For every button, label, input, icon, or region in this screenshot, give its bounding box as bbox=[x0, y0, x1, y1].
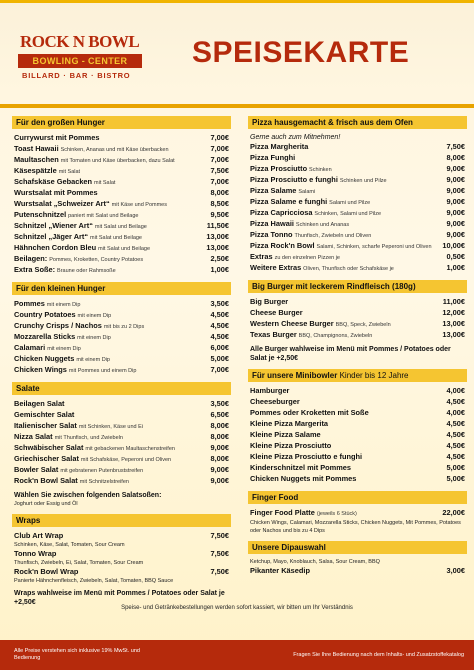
item-price: 6,50€ bbox=[210, 410, 229, 419]
section-title bbox=[248, 491, 467, 504]
section-title-text: Für den kleinen Hunger bbox=[16, 284, 106, 293]
section-title-text: Salate bbox=[16, 384, 40, 393]
item-name: Pizza Prosciutto e funghi bbox=[250, 175, 338, 184]
item-price: 3,50€ bbox=[210, 299, 229, 308]
menu-item bbox=[12, 321, 231, 332]
item-name: Texas Burger bbox=[250, 330, 297, 339]
extra-label: Extra Soße: bbox=[14, 265, 56, 274]
menu-item bbox=[12, 332, 231, 343]
item-price: 8,00€ bbox=[210, 421, 229, 430]
item-name: Mozzarella Sticks bbox=[14, 332, 76, 341]
item-name: Hähnchen Cordon Bleu bbox=[14, 243, 97, 252]
item-name: Calamari bbox=[14, 343, 46, 352]
item-desc: Salami, Schinken, scharfe Peperoni und Oliven bbox=[316, 244, 432, 250]
item-price: 9,00€ bbox=[446, 197, 465, 206]
vat-notice: Alle Preise verstehen sich inklusive 19% MwSt. und Bedienung bbox=[14, 648, 140, 661]
item-desc: Schinken bbox=[309, 167, 332, 173]
item-desc: Oliven, Thunfisch oder Schafskäse je bbox=[303, 266, 394, 272]
item-desc: mit einem Dip bbox=[76, 357, 110, 363]
menu-item bbox=[248, 263, 467, 274]
item-price: 4,50€ bbox=[446, 397, 465, 406]
item-desc: (jeweils 6 Stück) bbox=[316, 511, 357, 517]
left-column bbox=[12, 116, 231, 613]
menu-item bbox=[12, 310, 231, 321]
item-desc: Salami und Pilze bbox=[329, 200, 371, 206]
item-name: Pizza Funghi bbox=[250, 153, 296, 162]
menu-item bbox=[248, 175, 467, 186]
section-title-text: Wraps bbox=[16, 516, 41, 525]
menu-item bbox=[248, 197, 467, 208]
item-price: 8,00€ bbox=[210, 188, 229, 197]
item-name: Country Potatoes bbox=[14, 310, 76, 319]
menu-item bbox=[12, 476, 231, 487]
item-name: Schafskäse Gebacken bbox=[14, 177, 93, 186]
menu-item bbox=[12, 243, 231, 254]
item-name: Cheeseburger bbox=[250, 397, 300, 406]
item-price: 8,00€ bbox=[210, 454, 229, 463]
item-price: 7,00€ bbox=[210, 155, 229, 164]
menu-section bbox=[248, 116, 467, 274]
item-price: 4,50€ bbox=[446, 441, 465, 450]
menu-item bbox=[12, 410, 231, 421]
menu-item bbox=[248, 452, 467, 463]
item-name: Western Cheese Burger bbox=[250, 319, 334, 328]
section-title-text: Big Burger mit leckerem Rindfleisch (180g) bbox=[252, 282, 416, 291]
item-desc: mit Salat und Beilage bbox=[94, 224, 147, 230]
item-desc: Salami bbox=[298, 189, 316, 195]
item-name: Big Burger bbox=[250, 297, 289, 306]
menu-item bbox=[12, 221, 231, 232]
item-name: Kleine Pizza Margerita bbox=[250, 419, 329, 428]
item-name: Gemischter Salat bbox=[14, 410, 75, 419]
item-desc: Schinken und Pilze bbox=[339, 178, 387, 184]
item-price: 7,00€ bbox=[210, 133, 229, 142]
item-name: Chicken Nuggets bbox=[14, 354, 75, 363]
section-title bbox=[248, 541, 467, 554]
item-price: 5,00€ bbox=[446, 463, 465, 472]
section-title bbox=[12, 514, 231, 527]
item-desc: mit Schnitzelstreifen bbox=[79, 479, 129, 485]
item-price: 7,00€ bbox=[210, 144, 229, 153]
section-title-text: Pizza hausgemacht & frisch aus dem Ofen bbox=[252, 118, 413, 127]
item-name: Rock'n Bowl Salat bbox=[14, 476, 78, 485]
menu-section bbox=[248, 369, 467, 485]
item-desc: BBQ, Speck, Zwiebeln bbox=[335, 322, 391, 328]
menu-item bbox=[12, 133, 231, 144]
item-price: 8,00€ bbox=[210, 432, 229, 441]
item-desc: mit Salat bbox=[94, 180, 116, 186]
section-title bbox=[12, 116, 231, 129]
order-notice: Speise- und Getränkebestellungen werden sofort kassiert, wir bitten um Ihr Verständnis bbox=[121, 605, 353, 611]
item-name: Pommes oder Kroketten mit Soße bbox=[250, 408, 369, 417]
wrap-price: 7,50€ bbox=[210, 549, 229, 558]
logo-subtitle: BILLARD · BAR · BISTRO bbox=[22, 71, 131, 80]
logo-band: BOWLING - CENTER bbox=[18, 54, 142, 68]
menu-item bbox=[248, 142, 467, 153]
item-desc: mit einem Dip bbox=[46, 302, 81, 308]
menu-section bbox=[248, 280, 467, 363]
menu-item bbox=[248, 319, 467, 330]
item-name: Hamburger bbox=[250, 386, 290, 395]
menu-item bbox=[12, 465, 231, 476]
section-title-text: Unsere Dipauswahl bbox=[252, 543, 326, 552]
item-name: Pizza Margherita bbox=[250, 142, 309, 151]
menu-item bbox=[248, 474, 467, 485]
item-price: 0,50€ bbox=[446, 252, 465, 261]
item-desc: BBQ, Champignons, Zwiebeln bbox=[298, 333, 373, 339]
item-price: 13,00€ bbox=[206, 232, 229, 241]
extra-price: 1,00€ bbox=[210, 265, 229, 274]
item-price: 4,50€ bbox=[210, 321, 229, 330]
item-desc: mit einem Dip bbox=[77, 313, 112, 319]
item-name: Wurstsalat mit Pommes bbox=[14, 188, 98, 197]
wrap-item bbox=[12, 549, 231, 559]
item-name: Schwäbischer Salat bbox=[14, 443, 84, 452]
item-price: 6,00€ bbox=[210, 343, 229, 352]
item-price: 9,00€ bbox=[446, 230, 465, 239]
item-price: 11,00€ bbox=[442, 297, 465, 306]
menu-item bbox=[248, 397, 467, 408]
menu-item bbox=[12, 365, 231, 376]
item-price: 4,00€ bbox=[446, 386, 465, 395]
dip-list: Ketchup, Mayo, Knoblauch, Salsa, Sour Cream, BBQ bbox=[250, 559, 380, 565]
item-desc: mit Schinken, Käse und Ei bbox=[78, 424, 144, 430]
item-desc: mit einem Dip bbox=[47, 346, 81, 352]
item-desc: mit Salat und Beilage bbox=[98, 246, 151, 252]
extra-item bbox=[12, 265, 231, 276]
wrap-price: 7,50€ bbox=[210, 567, 229, 576]
item-desc: mit Thunfisch, und Zwiebeln bbox=[54, 435, 123, 441]
item-name: Chicken Nuggets mit Pommes bbox=[250, 474, 357, 483]
extra-item bbox=[12, 254, 231, 265]
menu-item bbox=[12, 299, 231, 310]
item-price: 13,00€ bbox=[206, 243, 229, 252]
menu-item bbox=[248, 419, 467, 430]
wrap-name: Club Art Wrap bbox=[14, 531, 64, 540]
menu-item bbox=[248, 219, 467, 230]
item-desc: mit Salat und Beilage bbox=[90, 235, 142, 241]
menu-item bbox=[248, 463, 467, 474]
menu-item bbox=[248, 386, 467, 397]
section-title bbox=[248, 116, 467, 129]
item-name: Schnitzel „Jäger Art“ bbox=[14, 232, 89, 241]
item-price: 9,00€ bbox=[210, 476, 229, 485]
section-title bbox=[248, 369, 467, 382]
item-desc: mit einem Dip bbox=[77, 335, 111, 341]
item-name: Toast Hawaii bbox=[14, 144, 59, 153]
item-price: 4,50€ bbox=[446, 452, 465, 461]
menu-item bbox=[12, 454, 231, 465]
logo-name: ROCK N BOWL bbox=[20, 32, 140, 51]
menu-item bbox=[248, 508, 467, 519]
item-price: 11,50€ bbox=[206, 221, 229, 230]
item-name: Putenschnitzel bbox=[14, 210, 67, 219]
extra-desc: Pommes, Kroketten, Country Potatoes bbox=[49, 257, 144, 263]
wrap-desc: Schinken, Käse, Salat, Tomaten, Sour Cream bbox=[14, 542, 125, 548]
item-name: Chicken Wings bbox=[14, 365, 67, 374]
menu-item bbox=[12, 354, 231, 365]
item-name: Kleine Pizza Salame bbox=[250, 430, 321, 439]
section-note: Gerne auch zum Mitnehmen! bbox=[250, 134, 341, 141]
item-name: Pikanter Käsedip bbox=[250, 566, 310, 575]
item-name: Kinderschnitzel mit Pommes bbox=[250, 463, 352, 472]
item-name: Extras bbox=[250, 252, 273, 261]
item-name: Bowler Salat bbox=[14, 465, 59, 474]
menu-item bbox=[248, 330, 467, 341]
section-note: Alle Burger wahlweise im Menü mit Pommes / Potatoes oder Salat je +2,50€ bbox=[250, 346, 451, 362]
menu-item bbox=[248, 441, 467, 452]
item-desc: Thunfisch, Zwiebeln und Oliven bbox=[294, 233, 372, 239]
item-desc: mit Tomaten und Käse überbacken, dazu Salat bbox=[60, 158, 175, 164]
menu-item bbox=[248, 308, 467, 319]
header-divider bbox=[0, 104, 474, 108]
section-title-text: Finger Food bbox=[252, 493, 299, 502]
item-name: Pizza Tonno bbox=[250, 230, 293, 239]
menu-item bbox=[248, 297, 467, 308]
item-name: Griechischer Salat bbox=[14, 454, 79, 463]
item-price: 4,50€ bbox=[210, 332, 229, 341]
item-price: 4,50€ bbox=[210, 310, 229, 319]
menu-section bbox=[12, 514, 231, 607]
menu-item bbox=[248, 566, 467, 577]
menu-item bbox=[12, 210, 231, 221]
item-name: Weitere Extras bbox=[250, 263, 302, 272]
menu-section bbox=[12, 382, 231, 508]
section-title bbox=[12, 382, 231, 395]
extra-desc: Braune oder Rahmsoße bbox=[57, 268, 116, 274]
menu-section bbox=[12, 282, 231, 376]
item-name: Beilagen Salat bbox=[14, 399, 65, 408]
item-desc: mit gebackenen Maultaschenstreifen bbox=[85, 446, 175, 452]
menu-item bbox=[248, 230, 467, 241]
item-price: 8,50€ bbox=[210, 199, 229, 208]
menu-item bbox=[248, 430, 467, 441]
item-name: Käsespätzle bbox=[14, 166, 57, 175]
item-price: 1,00€ bbox=[446, 263, 465, 272]
item-price: 7,50€ bbox=[446, 142, 465, 151]
menu-item bbox=[12, 343, 231, 354]
item-name: Pommes bbox=[14, 299, 45, 308]
menu-item bbox=[12, 399, 231, 410]
menu-item bbox=[12, 155, 231, 166]
sauce-list: Joghurt oder Essig und Öl bbox=[14, 501, 78, 507]
item-price: 9,50€ bbox=[210, 210, 229, 219]
wrap-item bbox=[12, 531, 231, 541]
item-price: 7,00€ bbox=[210, 177, 229, 186]
item-price: 13,00€ bbox=[442, 330, 465, 339]
item-price: 7,50€ bbox=[210, 166, 229, 175]
wrap-price: 7,50€ bbox=[210, 531, 229, 540]
section-title bbox=[12, 282, 231, 295]
item-price: 4,00€ bbox=[446, 408, 465, 417]
item-desc: Schinken, Ananas und mit Käse überbacken bbox=[60, 147, 169, 153]
section-title-text: Für unsere Minibowler bbox=[252, 371, 338, 380]
section-note: Wraps wahlweise im Menü mit Pommes / Potatoes oder Salat je +2,50€ bbox=[14, 590, 225, 606]
item-name: Pizza Rock'n Bowl bbox=[250, 241, 315, 250]
item-price: 9,00€ bbox=[446, 219, 465, 228]
section-title bbox=[248, 280, 467, 293]
menu-item bbox=[248, 186, 467, 197]
item-name: Kleine Pizza Prosciutto e funghi bbox=[250, 452, 363, 461]
item-name: Cheese Burger bbox=[250, 308, 303, 317]
item-name: Pizza Prosciutto bbox=[250, 164, 308, 173]
section-title-text: Für den großen Hunger bbox=[16, 118, 105, 127]
finger-food-desc: Chicken Wings, Calamari, Mozzarella Sticks, Chicken Nuggets, Mit Pommes, Potatoes oder Nachos und bis zu 4 Dips bbox=[250, 520, 461, 534]
section-title-note: Kinder bis 12 Jahre bbox=[339, 371, 409, 380]
item-price: 5,00€ bbox=[446, 474, 465, 483]
item-price: 3,00€ bbox=[446, 566, 465, 575]
menu-section bbox=[248, 491, 467, 535]
menu-item bbox=[248, 153, 467, 164]
wrap-item bbox=[12, 567, 231, 577]
menu-item bbox=[12, 188, 231, 199]
logo bbox=[18, 30, 146, 94]
page-title: SPEISEKARTE bbox=[192, 36, 410, 69]
allergen-notice: Fragen Sie Ihre Bedienung nach dem Inhalts- und Zusatzstoffekatalog bbox=[293, 652, 464, 658]
item-price: 8,00€ bbox=[446, 153, 465, 162]
menu-item bbox=[12, 421, 231, 432]
menu-item bbox=[12, 232, 231, 243]
item-desc: mit gebratenen Putenbruststreifen bbox=[60, 468, 144, 474]
menu-item bbox=[248, 241, 467, 252]
menu-section bbox=[248, 541, 467, 577]
item-desc: mit Salat bbox=[58, 169, 81, 175]
item-desc: paniert mit Salat und Beilage bbox=[68, 213, 139, 219]
item-price: 3,50€ bbox=[210, 399, 229, 408]
right-column bbox=[248, 116, 467, 583]
item-name: Schnitzel „Wiener Art“ bbox=[14, 221, 93, 230]
wrap-name: Rock'n Bowl Wrap bbox=[14, 567, 79, 576]
menu-item bbox=[248, 408, 467, 419]
menu-item bbox=[12, 432, 231, 443]
extra-label: Beilagen: bbox=[14, 254, 48, 263]
item-price: 4,50€ bbox=[446, 430, 465, 439]
item-desc: mit Pommes und einem Dip bbox=[68, 368, 137, 374]
item-name: Pizza Salame e funghi bbox=[250, 197, 328, 206]
menu-item bbox=[12, 166, 231, 177]
item-price: 9,00€ bbox=[446, 208, 465, 217]
item-desc: Schinken, Salami und Pilze bbox=[314, 211, 382, 217]
item-desc: Schinken und Ananas bbox=[295, 222, 350, 228]
item-name: Pizza Salame bbox=[250, 186, 297, 195]
item-desc: mit bis zu 2 Dips bbox=[103, 324, 145, 330]
wrap-desc: Panierte Hähnchenfleisch, Zwiebeln, Salat, Tomaten, BBQ Sauce bbox=[14, 578, 174, 584]
menu-item bbox=[12, 199, 231, 210]
item-name: Maultaschen bbox=[14, 155, 59, 164]
item-price: 9,00€ bbox=[446, 175, 465, 184]
item-name: Italienischer Salat bbox=[14, 421, 77, 430]
menu-item bbox=[248, 208, 467, 219]
item-price: 9,00€ bbox=[446, 164, 465, 173]
item-name: Currywurst mit Pommes bbox=[14, 133, 100, 142]
item-desc: zu den einzelnen Pizzen je bbox=[274, 255, 340, 261]
wrap-desc: Thunfisch, Zwiebeln, Ei, Salat, Tomaten, Sour Cream bbox=[14, 560, 144, 566]
item-price: 12,00€ bbox=[442, 308, 465, 317]
sauce-note: Wählen Sie zwischen folgenden Salatsoßen: bbox=[14, 492, 162, 499]
item-name: Crunchy Crisps / Nachos bbox=[14, 321, 102, 330]
item-desc: mit Käse und Pommes bbox=[111, 202, 167, 208]
extra-price: 2,50€ bbox=[210, 254, 229, 263]
menu-item bbox=[248, 164, 467, 175]
item-name: Finger Food Platte bbox=[250, 508, 315, 517]
item-price: 4,50€ bbox=[446, 419, 465, 428]
item-name: Pizza Capricciosa bbox=[250, 208, 313, 217]
header bbox=[0, 0, 474, 112]
item-name: Pizza Hawaii bbox=[250, 219, 294, 228]
item-price: 9,00€ bbox=[446, 186, 465, 195]
menu-item bbox=[12, 177, 231, 188]
item-price: 5,00€ bbox=[210, 354, 229, 363]
item-name: Kleine Pizza Prosciutto bbox=[250, 441, 332, 450]
item-desc: mit Schafskäse, Peperoni und Oliven bbox=[80, 457, 172, 463]
item-price: 7,00€ bbox=[210, 365, 229, 374]
wrap-name: Tonno Wrap bbox=[14, 549, 57, 558]
item-price: 13,00€ bbox=[442, 319, 465, 328]
menu-item bbox=[12, 443, 231, 454]
item-price: 22,00€ bbox=[442, 508, 465, 517]
menu-item bbox=[12, 144, 231, 155]
item-name: Nizza Salat bbox=[14, 432, 53, 441]
menu-item bbox=[248, 252, 467, 263]
item-price: 9,00€ bbox=[210, 443, 229, 452]
item-price: 10,00€ bbox=[442, 241, 465, 250]
menu-section bbox=[12, 116, 231, 276]
item-name: Wurstsalat „Schweizer Art“ bbox=[14, 199, 110, 208]
item-price: 9,00€ bbox=[210, 465, 229, 474]
